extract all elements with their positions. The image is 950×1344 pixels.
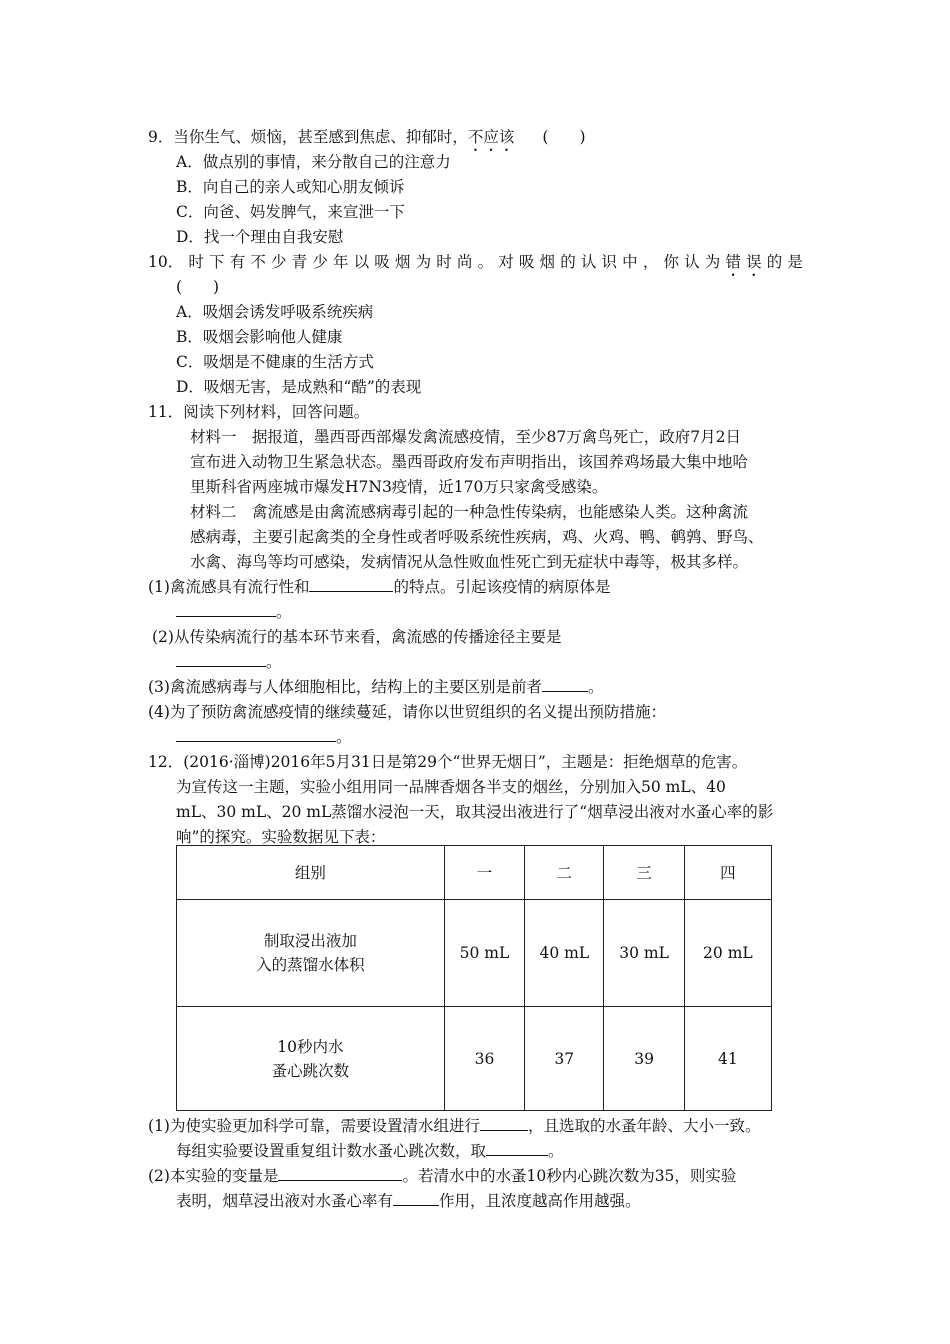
q11-sub4-cont: [176, 727, 352, 747]
q12-sub1-cont: [176, 1141, 564, 1161]
q10-char: 年: [332, 253, 349, 271]
q10-char: 你: [663, 253, 679, 271]
q11-sub2-cont: [176, 652, 282, 672]
q11-sub1-text2: 的特点。引起该疫情的病原体是: [393, 578, 611, 596]
q9-option-b: B．向自己的亲人或知心朋友倾诉: [176, 178, 405, 196]
q10-char: 为: [415, 253, 432, 271]
q12-sub1-text2: ，且选取的水蚤年龄、大小一致。: [527, 1117, 761, 1135]
q10-option-a: A．吸烟会诱发呼吸系统疾病: [176, 303, 374, 321]
q11-sub4-end: 。: [336, 728, 352, 746]
q9-stem-text: 9．当你生气、烦恼，甚至感到焦虑、抑郁时，: [148, 128, 468, 146]
q10-char: 以: [353, 253, 370, 271]
q10-stem: [148, 252, 803, 280]
q12-sub2-text: (2)本实验的变量是: [148, 1167, 279, 1185]
q10-char: 认: [684, 253, 700, 271]
q10-char: 的: [766, 253, 783, 271]
q12-sub2-cont: [176, 1191, 641, 1211]
q10-char: 是: [787, 253, 803, 271]
q9-option-c: C．向爸、妈发脾气，来宣泄一下: [176, 203, 405, 221]
q11-material2-line1: 材料二 禽流感是由禽流感病毒引起的一种急性传染病，也能感染人类。这种禽流: [190, 503, 749, 521]
q11-sub4-blank[interactable]: [176, 727, 336, 742]
q10-option-b: B．吸烟会影响他人健康: [176, 328, 343, 346]
q10-char: 中: [622, 253, 638, 271]
q10-emphasis-char: 错: [725, 253, 741, 271]
q10-char: 吸: [374, 253, 390, 271]
q10-option-c: C．吸烟是不健康的生活方式: [176, 353, 374, 371]
q10-char: 时: [436, 253, 452, 271]
q9-stem: [148, 127, 586, 155]
q12-sub2: [148, 1166, 736, 1186]
q11-sub1-cont: [176, 602, 292, 622]
q11-sub1-blank1[interactable]: [309, 577, 393, 592]
q12-sub1-blank1[interactable]: [480, 1116, 528, 1131]
q12-stem-line3: mL、30 mL、20 mL蒸馏水浸泡一天，取其浸出液进行了“烟草浸出液对水蚤心率的影: [176, 803, 774, 821]
q11-sub3: [148, 677, 603, 697]
q10-char: 烟: [539, 253, 556, 271]
table-cell: 39: [604, 1007, 684, 1111]
q11-sub3-end: 。: [587, 678, 604, 696]
table-cell: 37: [525, 1007, 604, 1111]
q10-char: 认: [580, 253, 597, 271]
q10-char: ，: [642, 253, 659, 271]
table-cell: 36: [444, 1007, 524, 1111]
q10-char: 下: [209, 253, 225, 271]
q12-sub2-text3: 表明，烟草浸出液对水蚤心率有: [176, 1192, 394, 1210]
q11-material1-line3: 里斯科省两座城市爆发H7N3疫情，近170万只家禽受感染。: [190, 478, 608, 496]
q12-stem-line2: 为宣传这一主题，实验小组用同一品牌香烟各半支的烟丝，分别加入50 mL、40: [176, 778, 726, 796]
table-header-cell: 组别: [177, 846, 445, 900]
q12-sub2-blank2[interactable]: [393, 1191, 439, 1206]
q12-sub2-end: 作用，且浓度越高作用越强。: [439, 1192, 641, 1210]
table-header-cell: 一: [444, 846, 524, 900]
q11-sub2-end: 。: [266, 653, 282, 671]
q10-char: 青: [291, 253, 308, 271]
table-header-cell: 三: [604, 846, 684, 900]
q10-paren: ( ): [176, 278, 220, 296]
q12-sub1-text3: 每组实验要设置重复组计数水蚤心跳次数，取: [176, 1142, 487, 1160]
row-label-line: 10秒内水: [277, 1037, 344, 1056]
q10-char: 尚: [456, 253, 473, 271]
table-header-row: [177, 846, 772, 900]
q12-sub2-text2: 。若清水中的水蚤10秒内心跳次数为35，则实验: [402, 1167, 737, 1185]
q11-sub3-blank[interactable]: [542, 677, 588, 692]
q11-stem: 11．阅读下列材料，回答问题。: [148, 403, 370, 421]
q9-paren: ( ): [542, 128, 586, 146]
q11-material1-line2: 宣布进入动物卫生紧急状态。墨西哥政府发布声明指出，该国养鸡场最大集中地哈: [190, 453, 749, 471]
q9-option-d: D．找一个理由自我安慰: [176, 228, 344, 246]
q12-stem-line1: 12．(2016·淄博)2016年5月31日是第29个“世界无烟日”，主题是：拒绝烟草的危害。: [148, 753, 748, 771]
q10-char: 识: [601, 253, 618, 271]
row-label-line: 制取浸出液加: [263, 932, 357, 950]
q11-sub1: [148, 577, 610, 597]
q12-sub1-blank2[interactable]: [486, 1141, 548, 1156]
table-cell: 40 mL: [525, 900, 604, 1007]
q11-material2-line3: 水禽、海鸟等均可感染，发病情况从急性败血性死亡到无症状中毒等，极其多样。: [190, 553, 749, 571]
q10-emphasis-char: 误: [746, 253, 762, 271]
q9-option-a: A．做点别的事情，来分散自己的注意力: [176, 153, 451, 171]
table-cell: 41: [684, 1007, 771, 1111]
table-header-cell: 四: [684, 846, 771, 900]
q12-sub1-end: 。: [548, 1142, 564, 1160]
q10-char: 少: [312, 253, 328, 271]
q10-char: 不: [250, 253, 266, 271]
experiment-table: [176, 845, 772, 1111]
q10-char: 少: [271, 253, 287, 271]
row-label-line: 入的蒸馏水体积: [256, 956, 365, 974]
q10-char: 烟: [394, 253, 411, 271]
q10-option-d: D．吸烟无害，是成熟和“酷”的表现: [176, 378, 422, 396]
q12-sub2-blank1[interactable]: [278, 1166, 402, 1181]
table-cell: 20 mL: [684, 900, 771, 1007]
row-label-line: 蚤心跳次数: [271, 1061, 350, 1080]
q10-char: 为: [704, 253, 721, 271]
table-header-cell: 二: [525, 846, 604, 900]
q12-sub1: [148, 1116, 760, 1136]
q10-char: 时: [188, 253, 204, 271]
q11-sub4: (4)为了预防禽流感疫情的继续蔓延，请你以世贸组织的名义提出预防措施：: [148, 703, 666, 721]
q12-stem-line4: 响”的探究。实验数据见下表：: [176, 828, 386, 846]
q11-sub3-text: (3)禽流感病毒与人体细胞相比，结构上的主要区别是前者: [148, 678, 542, 696]
q11-material2-line2: 感病毒，主要引起禽类的全身性或者呼吸系统性疾病，鸡、火鸡、鸭、鹌鹑、野鸟、: [190, 528, 764, 546]
table-cell: 30 mL: [604, 900, 684, 1007]
table-row: [177, 900, 772, 1007]
q9-emphasis: 不应该: [467, 128, 515, 146]
table-row-label: [177, 1007, 445, 1111]
q12-sub1-text: (1)为使实验更加科学可靠，需要设置清水组进行: [148, 1117, 480, 1135]
q10-char: 有: [229, 253, 246, 271]
q11-sub1-text: (1)禽流感具有流行性和: [148, 578, 310, 596]
q10-char: 。: [477, 253, 494, 271]
q11-material1-line1: 材料一 据报道，墨西哥西部爆发禽流感疫情，至少87万禽鸟死亡，政府7月2日: [190, 428, 741, 446]
q10-char: 吸: [518, 253, 535, 271]
table-row-label: [177, 900, 445, 1007]
q10-char: 的: [560, 253, 576, 271]
q11-sub2: (2)从传染病流行的基本环节来看，禽流感的传播途径主要是: [152, 628, 562, 646]
table-row: [177, 1007, 772, 1111]
q10-char: 对: [498, 253, 514, 271]
q11-sub2-blank[interactable]: [176, 652, 266, 667]
q11-sub1-end: 。: [276, 603, 292, 621]
q11-sub1-blank2[interactable]: [176, 602, 276, 617]
q10-char: 10．: [148, 253, 184, 271]
table-cell: 50 mL: [444, 900, 524, 1007]
